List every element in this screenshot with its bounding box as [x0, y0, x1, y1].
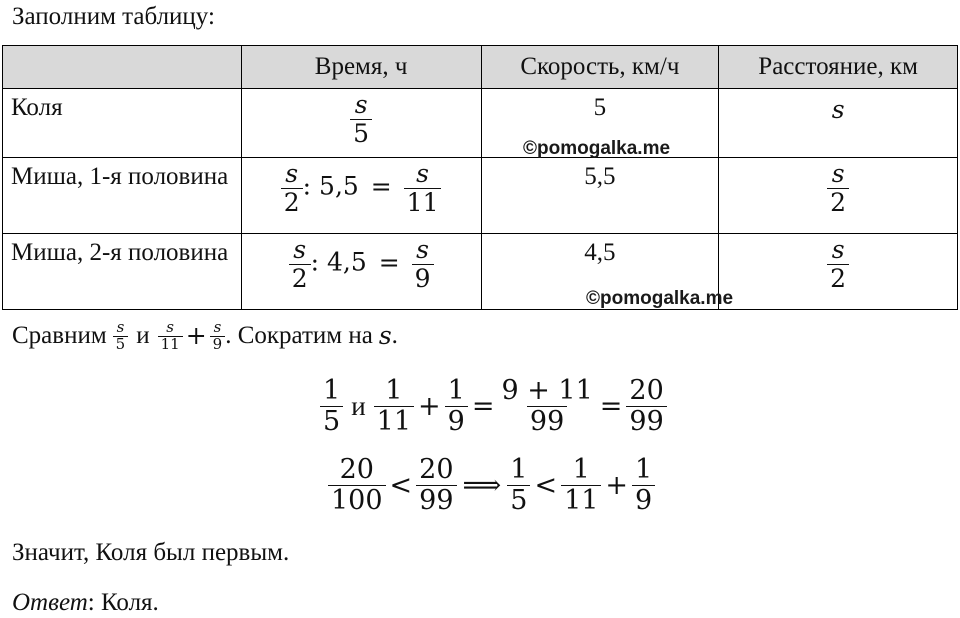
fraction-den: 11 — [404, 188, 442, 217]
fraction-num: s — [285, 159, 299, 188]
fraction-den: 9 — [412, 264, 434, 293]
fraction-num: s — [354, 90, 368, 119]
answer-line — [12, 588, 159, 618]
equation-line-2 — [328, 455, 655, 515]
equals-sign: = — [370, 171, 392, 201]
fraction: $\frac{1}{9}$ — [632, 455, 655, 515]
data-table — [2, 45, 958, 310]
fraction: $\frac{1}{11}$ — [561, 455, 601, 515]
fraction — [350, 91, 372, 147]
cell-speed: 4,5 — [481, 234, 719, 310]
equals-sign: = — [599, 390, 623, 422]
less-than-sign: < — [534, 469, 558, 501]
fraction-den: 2 — [827, 264, 849, 293]
cell-time — [241, 234, 481, 310]
answer-label: Ответ — [12, 589, 88, 616]
header-distance: Расстояние, км — [719, 46, 958, 89]
row-label: Коля — [3, 89, 242, 158]
fraction — [158, 320, 183, 353]
fraction-num: s — [831, 159, 845, 188]
fraction: $\frac{20}{99}$ — [626, 376, 666, 436]
cell-time — [241, 89, 481, 158]
div-sign: : — [302, 171, 312, 201]
div-sign: : — [310, 247, 320, 277]
fraction-den: 2 — [289, 264, 311, 293]
answer-value: : Коля. — [87, 589, 159, 616]
cell-time — [241, 158, 481, 234]
plus-sign: + — [185, 321, 207, 351]
fraction: $\frac{1}{11}$ — [374, 376, 414, 436]
implies-sign: ⟹ — [462, 469, 502, 501]
plus-sign: + — [418, 390, 441, 422]
fraction-num: s — [166, 318, 174, 336]
header-time: Время, ч — [241, 46, 481, 89]
fraction-num: s — [416, 159, 429, 188]
row-label: Миша, 1-я половина — [3, 158, 242, 234]
compare-line — [12, 320, 398, 353]
intro-text: Заполним таблицу: — [12, 3, 215, 30]
plus-sign: + — [605, 469, 629, 501]
fraction-num: s — [416, 235, 429, 264]
fraction: $\frac{20}{100}$ — [328, 455, 386, 515]
fraction: $\frac{1}{5}$ — [507, 455, 530, 515]
less-than-sign: < — [389, 469, 413, 501]
fraction — [827, 236, 849, 292]
fraction-den: 2 — [827, 188, 849, 217]
fraction: $\frac{20}{99}$ — [416, 455, 456, 515]
divisor: 4,5 — [327, 247, 367, 277]
equation-line-1 — [320, 376, 667, 436]
compare-suffix: . Сократим на — [225, 322, 373, 350]
fraction: $\frac{9 + 11}{99}$ — [501, 375, 593, 437]
fraction-den: 5 — [113, 336, 129, 353]
fraction — [404, 160, 442, 216]
row-label: Миша, 2-я половина — [3, 234, 242, 310]
fraction — [113, 320, 129, 353]
equals-sign: = — [378, 247, 400, 277]
fraction-den: 9 — [210, 336, 226, 353]
header-speed: Скорость, км/ч — [481, 46, 719, 89]
table-row — [3, 234, 958, 310]
fraction — [827, 160, 849, 216]
cell-distance — [719, 158, 958, 234]
watermark: ©pomogalka.me — [586, 288, 734, 309]
compare-var: s — [378, 321, 392, 351]
table-row — [3, 158, 958, 234]
and-word: и — [351, 390, 366, 421]
fraction-den: 2 — [281, 188, 303, 217]
fraction — [289, 236, 311, 292]
cell-speed: 5,5 — [481, 158, 719, 234]
compare-prefix: Сравним — [12, 322, 107, 350]
fraction-num: s — [116, 318, 125, 336]
fraction-num: s — [213, 318, 222, 336]
cell-speed: 5 — [481, 89, 719, 158]
fraction-num: s — [293, 235, 307, 264]
cell-distance: s — [719, 89, 958, 158]
equals-sign: = — [471, 390, 495, 422]
compare-end: . — [391, 322, 398, 350]
watermark: ©pomogalka.me — [523, 138, 671, 159]
fraction — [210, 320, 226, 353]
fraction: $\frac{1}{5}$ — [320, 376, 343, 436]
table-row — [3, 89, 958, 158]
divisor: 5,5 — [319, 171, 359, 201]
fraction: $\frac{1}{9}$ — [445, 376, 468, 436]
header-empty — [3, 46, 242, 89]
cell-distance — [719, 234, 958, 310]
conclusion-text: Значит, Коля был первым. — [12, 539, 290, 566]
table-header-row — [3, 46, 958, 89]
and-word: и — [136, 322, 150, 350]
fraction — [412, 236, 434, 292]
fraction — [281, 160, 303, 216]
fraction-den: 11 — [158, 336, 183, 353]
fraction-num: s — [831, 235, 845, 264]
fraction-den: 5 — [350, 119, 372, 148]
